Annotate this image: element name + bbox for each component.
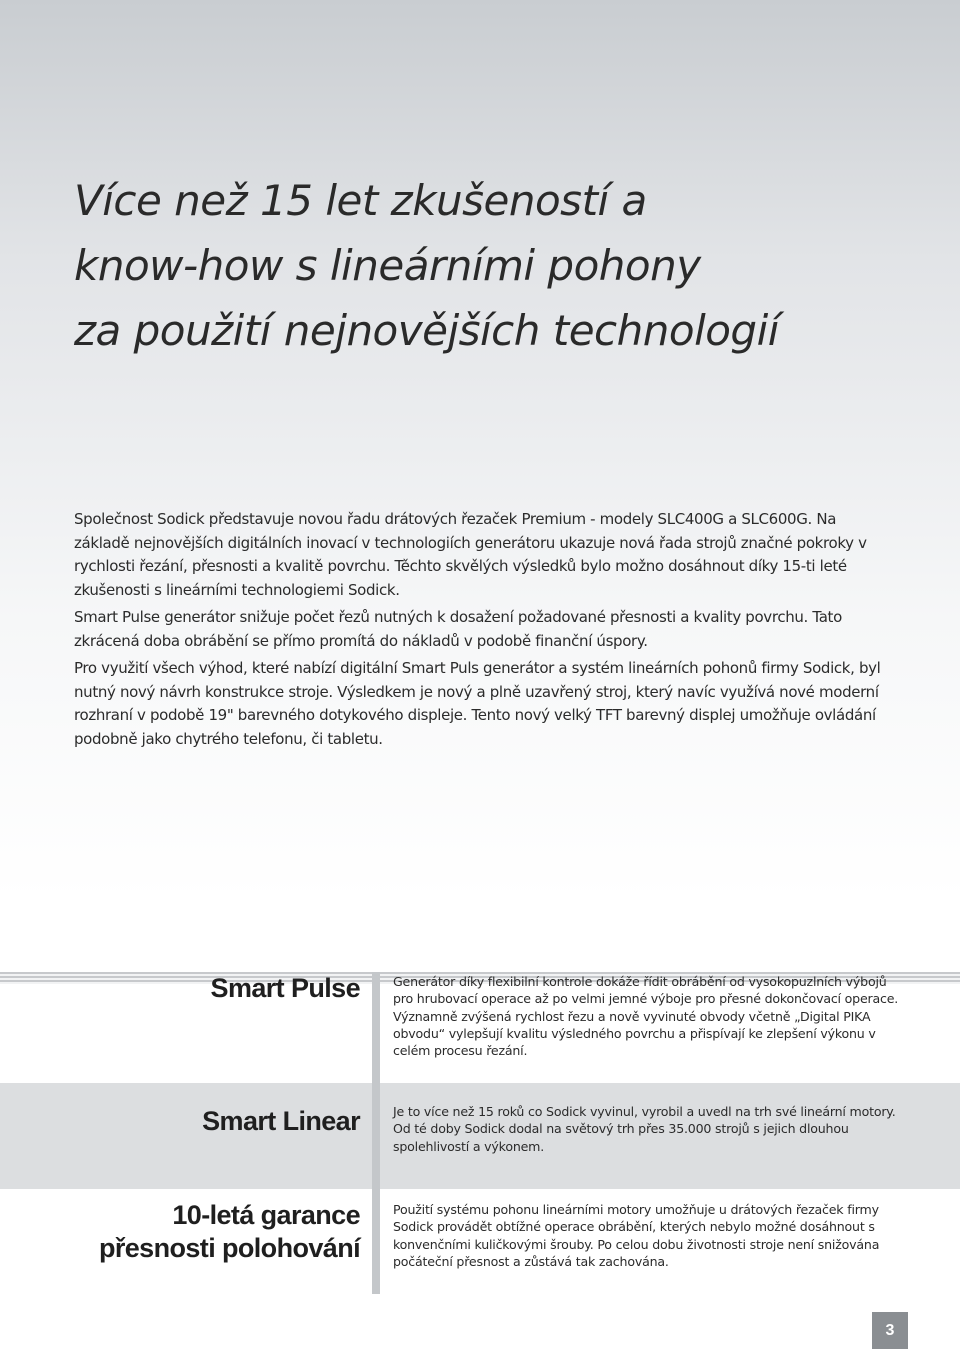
feature-title: Smart Pulse bbox=[210, 973, 360, 1003]
feature-description: Použití systému pohonu lineárními motory umožňuje u drátových řezaček firmy Sodick provádět obtížné operace obrábění, kterých nebylo možné dosáhnout s konvenčními kuličkovými šrouby. Po celou dobu životnosti stroje není snižována počáteční přesnost a zůstává tak zachována. bbox=[393, 1202, 880, 1269]
vertical-divider bbox=[372, 972, 380, 1294]
heading-line: Více než 15 let zkušeností a bbox=[74, 176, 647, 225]
page-heading bbox=[74, 168, 779, 363]
feature-description: Je to více než 15 roků co Sodick vyvinul, vyrobil a uvedl na trh své lineární motory. Od té doby Sodick dodal na světový trh přes 35.000 strojů s jejich dlouhou spolehlivostí a výkonem. bbox=[393, 1104, 896, 1154]
page-number: 3 bbox=[872, 1312, 908, 1349]
heading-line: za použití nejnovějších technologií bbox=[74, 306, 779, 355]
feature-description: Generátor díky flexibilní kontrole dokáže řídit obrábění od vysokopuzlních výbojů pro hrubovací operace až po velmi jemné výboje pro přesné dokončovací operace. Významně zvýšená rychlost řezu a nově vyvinuté obvody včetně „Digital PIKA obvodu“ vylepšují kvalitu výsledného povrchu a přispívají ke zlepšení výkonu v celém procesu řezání. bbox=[393, 974, 899, 1059]
feature-title: 10-letá garance přesnosti polohování bbox=[98, 1200, 360, 1263]
intro-paragraph: Společnost Sodick představuje novou řadu drátových řezaček Premium - modely SLC400G a SLC600G. Na základě nejnovějších digitálních inovací v technologiích generátoru ukazuje nová řada strojů značné pokroky v rychlosti řezání, přesnosti a kvalitě povrchu. Těchto skvělých výsledků bylo možno dosáhnout díky 15-ti leté zkušenosti s lineárními technologiemi Sodick. bbox=[74, 510, 867, 599]
intro-paragraph: Pro využití všech výhod, které nabízí digitální Smart Puls generátor a systém lineárních pohonů firmy Sodick, byl nutný nový návrh konstrukce stroje. Výsledkem je nový a plně uzavřený stroj, který navíc využívá nové moderní rozhraní v podobě 19" barevného dotykového displeje. Tento nový velký TFT barevný displej umožňuje ovládání podobně jako chytrého telefonu, či tabletu. bbox=[74, 659, 881, 748]
feature-title: Smart Linear bbox=[202, 1106, 360, 1136]
intro-paragraph: Smart Pulse generátor snižuje počet řezů nutných k dosažení požadované přesnosti a kvality povrchu. Tato zkrácená doba obrábění se přímo promítá do nákladů v podobě finanční úspory. bbox=[74, 608, 842, 650]
heading-line: know-how s lineárními pohony bbox=[74, 241, 701, 290]
intro-text bbox=[74, 508, 894, 755]
